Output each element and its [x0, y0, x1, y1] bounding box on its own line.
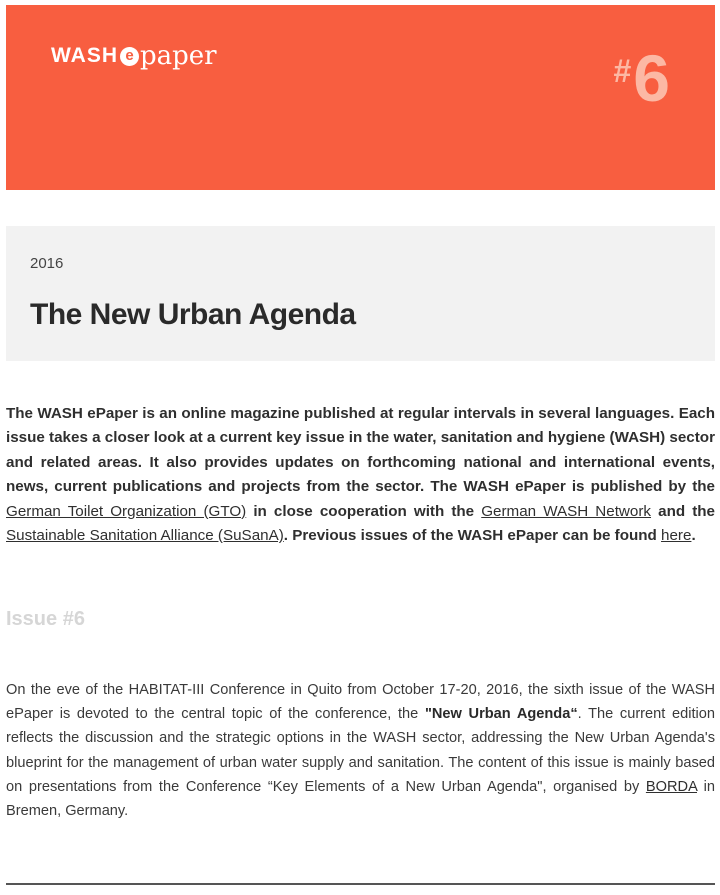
logo-wash-text: WASH: [51, 44, 118, 67]
page-title: The New Urban Agenda: [30, 298, 356, 331]
intro-text-1: The WASH ePaper is an online magazine published at regular intervals in several languages. Each issue takes a closer look at a current key issue in the water, sanitation and hygiene (WASH) sector and related areas. It also provides updates on forthcoming national and international events, news, current publications and projects from the sector. The WASH ePaper is published by the: [6, 405, 715, 496]
issue-hash: #: [613, 53, 632, 89]
german-wash-network-link[interactable]: German WASH Network: [481, 502, 652, 520]
new-urban-agenda-bold: "New Urban Agenda“: [424, 706, 578, 723]
wash-epaper-logo[interactable]: [51, 43, 217, 69]
issue-text-1: On the eve of the HABITAT-III Conference in Quito from October 17-20, 2016, the sixth issue of the WASH ePaper is devoted to the central topic of the conference, the: [6, 682, 715, 723]
bottom-divider: [6, 883, 715, 885]
title-box: [6, 226, 715, 361]
intro-text-5: .: [691, 527, 696, 545]
logo-paper-text: paper: [140, 41, 217, 71]
intro-text-2: in close cooperation with the: [246, 502, 482, 520]
issue-paragraph: [6, 678, 715, 823]
logo-e-icon: e: [120, 47, 139, 66]
previous-issues-link[interactable]: here: [661, 527, 692, 545]
issue-heading: Issue #6: [6, 608, 85, 630]
issue-text-2: . The current edition reflects the discussion and the strategic options in the WASH sector, addressing the New Urban Agenda's blueprint for the management of urban water supply and sanitation. The content of this issue is mainly based on presentations from the Conference “Key Elements of a New Urban Agenda", organised by: [6, 706, 715, 795]
issue-number-badge: [613, 41, 670, 115]
issue-number: 6: [633, 41, 670, 115]
header-banner: [6, 5, 715, 190]
issue-year: 2016: [30, 255, 64, 272]
intro-text-3: and the: [651, 502, 716, 520]
intro-text-4: . Previous issues of the WASH ePaper can be found: [283, 527, 662, 545]
borda-link[interactable]: BORDA: [645, 778, 697, 795]
intro-paragraph: [6, 402, 715, 548]
susana-link[interactable]: Sustainable Sanitation Alliance (SuSanA): [6, 527, 284, 545]
issue-text-3: in Bremen, Germany.: [6, 778, 715, 820]
gto-link[interactable]: German Toilet Organization (GTO): [6, 502, 247, 520]
